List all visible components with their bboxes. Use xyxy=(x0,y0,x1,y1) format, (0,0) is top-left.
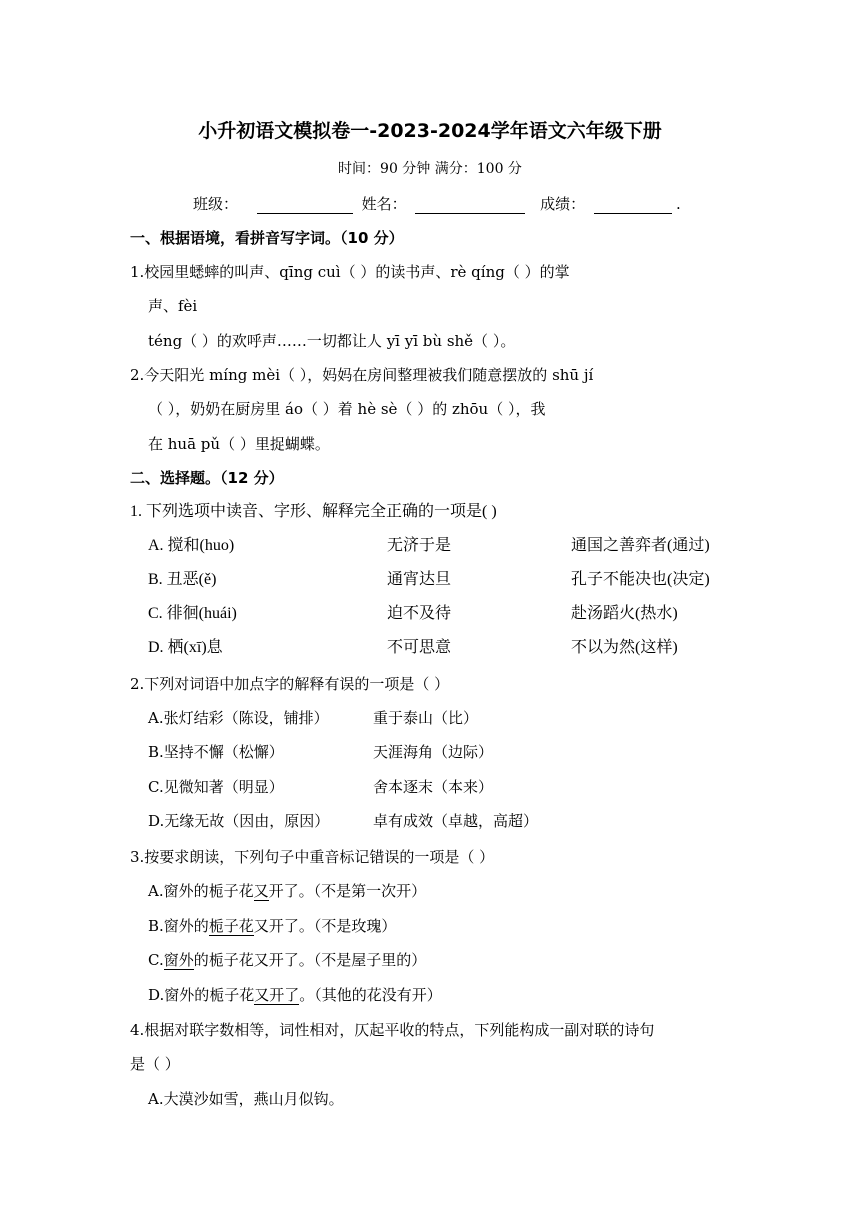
s2-q3-option-c xyxy=(148,949,426,971)
s2-q1-option-c-1: C. 徘徊(huái) xyxy=(148,605,237,622)
q3-c-pre: C. xyxy=(148,951,164,969)
s2-q1-option-a-1: A. 搅和(huo) xyxy=(148,537,235,554)
s2-q1-option-d-2: 不可思意 xyxy=(387,639,452,656)
section-2-heading: 二、选择题。（12 分） xyxy=(130,469,284,487)
s2-q1-option-d-3: 不以为然(这样) xyxy=(571,639,678,656)
s2-q1-option-a-3: 通国之善弈者(通过) xyxy=(571,537,710,554)
s2-q2-option-d-2: 卓有成效（卓越，高超） xyxy=(373,812,539,830)
s2-q4-option-a: A.大漠沙如雪，燕山月似钩。 xyxy=(148,1090,344,1108)
q3-b-underlined: 栀子花 xyxy=(208,917,254,935)
q3-d-pre: D.窗外的栀子花 xyxy=(148,986,255,1004)
s1-q2-line2: （ ），奶奶在厨房里 áo（ ）着 hè sè（ ）的 zhōu（ ），我 xyxy=(148,400,546,418)
s1-q1-line2: 声、fèi xyxy=(148,297,198,315)
s2-q2-option-c-1: C.见微知著（明显） xyxy=(148,778,284,796)
s2-q2-option-b-1: B.坚持不懈（松懈） xyxy=(148,743,284,761)
score-blank[interactable] xyxy=(594,197,672,214)
name-blank[interactable] xyxy=(415,197,525,214)
s1-q2-line3: 在 huā pǔ（ ）里捉蝴蝶。 xyxy=(148,435,330,453)
s2-q1-option-b-1: B. 丑恶(ě) xyxy=(148,571,217,588)
info-period: . xyxy=(675,195,681,213)
s2-q2-option-a-1: A.张灯结彩（陈设，铺排） xyxy=(148,709,329,727)
q3-c-underlined: 窗外 xyxy=(163,951,194,969)
s2-q1-option-c-3: 赴汤蹈火(热水) xyxy=(571,605,678,622)
q3-a-pre: A.窗外的栀子花 xyxy=(148,882,254,900)
s2-q3-option-d xyxy=(148,984,442,1006)
s2-q2-option-c-2: 舍本逐末（本来） xyxy=(373,778,494,796)
s2-q1-option-a-2: 无济于是 xyxy=(387,537,452,554)
score-label: 成绩： xyxy=(540,195,586,213)
q3-b-post: 又开了。（不是玫瑰） xyxy=(253,917,397,935)
s1-q1-line3: téng（ ）的欢呼声……一切都让人 yī yī bù shě（ ）。 xyxy=(148,332,516,350)
s2-q1-option-c-2: 迫不及待 xyxy=(387,605,452,622)
q3-a-underlined: 又 xyxy=(253,882,269,900)
s1-q1-line1: 1.校园里蟋蟀的叫声、qīng cuì（ ）的读书声、rè qíng（ ）的掌 xyxy=(130,263,570,281)
class-label: 班级： xyxy=(193,195,239,213)
page-title: 小升初语文模拟卷一-2023-2024学年语文六年级下册 xyxy=(198,120,662,142)
class-blank[interactable] xyxy=(257,197,353,214)
s2-q3-stem: 3.按要求朗读，下列句子中重音标记错误的一项是（ ） xyxy=(130,848,495,866)
q3-a-post: 开了。（不是第一次开） xyxy=(268,882,427,900)
q3-d-post: 。（其他的花没有开） xyxy=(299,986,442,1004)
q3-b-pre: B.窗外的 xyxy=(148,917,209,935)
s2-q4-stem-line2: 是（ ） xyxy=(130,1055,180,1073)
name-label: 姓名： xyxy=(361,195,407,213)
s2-q2-option-b-2: 天涯海角（边际） xyxy=(373,743,494,761)
s2-q1-option-d-1: D. 栖(xī)息 xyxy=(148,639,223,656)
s2-q4-stem-line1: 4.根据对联字数相等，词性相对，仄起平收的特点，下列能构成一副对联的诗句 xyxy=(130,1021,655,1039)
s2-q1-option-b-2: 通宵达旦 xyxy=(387,571,452,588)
q3-c-post: 的栀子花又开了。（不是屋子里的） xyxy=(193,951,427,969)
s2-q2-stem: 2.下列对词语中加点字的解释有误的一项是（ ） xyxy=(130,675,450,693)
exam-meta: 时间：90 分钟 满分：100 分 xyxy=(338,161,522,177)
s2-q2-option-d-1: D.无缘无故（因由，原因） xyxy=(148,812,330,830)
s2-q1-stem: 1. 下列选项中读音、字形、解释完全正确的一项是( ) xyxy=(130,503,497,520)
student-info-line xyxy=(193,193,681,214)
s1-q2-line1: 2.今天阳光 míng mèi（ ），妈妈在房间整理被我们随意摆放的 shū jí xyxy=(130,366,594,384)
s2-q2-option-a-2: 重于泰山（比） xyxy=(373,709,479,727)
s2-q3-option-a xyxy=(148,880,426,902)
q3-d-underlined: 又开了 xyxy=(254,986,300,1004)
s2-q1-option-b-3: 孔子不能决也(决定) xyxy=(571,571,710,588)
s2-q3-option-b xyxy=(148,915,396,937)
section-1-heading: 一、根据语境，看拼音写字词。（10 分） xyxy=(130,229,404,247)
